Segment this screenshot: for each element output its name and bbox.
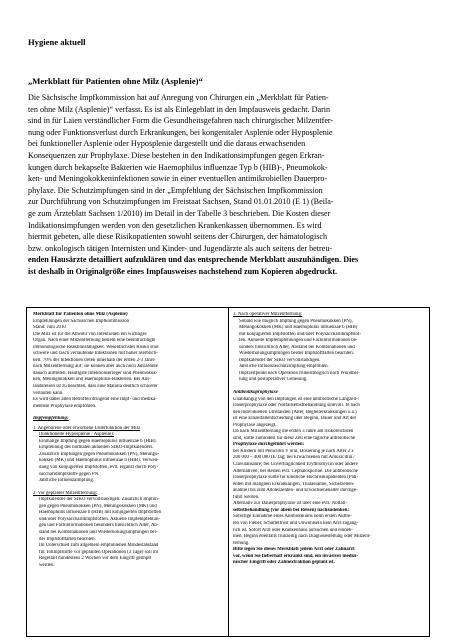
antibio-heading: Antibiotikaprophylaxe <box>233 390 279 396</box>
intro-line: Konsequenzen zur Prophylaxe. Diese bestehen in den Indikationsimpfungen gegen Erkran- <box>28 150 325 160</box>
leaflet-text-line: Prophylaxe angezeigt. <box>233 422 277 428</box>
leaflet-text-line: Wiederholungsimpfungen beider Impfstofftarten beachten. <box>239 351 354 357</box>
item1-heading: (funktionelle Hyposplenie / Asplenie): <box>39 432 115 438</box>
leaflet-text-line: Dauerprophylaxe sollte für kindliche Hochrisikopatienten (Pati- <box>233 475 359 481</box>
leaflet-text-line: Alternativen; bei Reisen evtl. Cephalosporine. Die antibiotische <box>233 468 358 474</box>
leaflet-text-line: Es wird daher allen Betroffen dringend eine Impf- und medika- <box>33 397 157 403</box>
item3-heading: 3. Nach operativer Milzentfernung: <box>233 312 303 317</box>
leaflet-text-line: Regelfall mindestens 2 Wochen vor dem Eingriff geimpft <box>39 556 152 562</box>
leaflet-text-line: nach Milzentfernung auf; sie können aber auch noch Jahrzehnte <box>33 364 158 370</box>
leaflet-text-line: Haemophilus influenzae b (HIB) mit konjugierten Impfstoffen <box>39 510 162 516</box>
leaflet-text-line: Im Unterschied zum allgemein empfohlenen Mindestabstand <box>39 543 159 549</box>
leaflet-text-line: keit. 70% der Infektionen treten innerhalb der ersten 2-3 Jahre <box>33 357 155 363</box>
closing-note-line: nischer Eingriff oder Zahnextraktion geplant ist. <box>233 560 335 566</box>
leaflet-text-line: Dauerprophylaxe oder Notfallselbstbehandlung sinnvoll. Je nach <box>233 403 360 409</box>
closing-note-line: vor, wenn Sie fieberhaft erkrankt sind, ein invasiver medizi- <box>233 553 358 559</box>
leaflet-text-line: Die Milz ist für die Abwehr von Infektionen ein wichtiges <box>33 331 147 337</box>
leaflet-text-line: mit konjugierten Impfstoffen und/oder Polysaccharidimpfstof- <box>239 331 362 337</box>
leaflet-text-line: dung von konjugierten Impfstoffen, evtl. ergänzt durch Poly- <box>39 465 159 471</box>
leaflet-text-line: saccharidimpfstoffe gegen PN. <box>39 471 100 477</box>
intro-line: phylaxe. Die Schutzimpfungen sind in der „Empfehlung der Sächsischen Impfkommission <box>28 185 323 195</box>
intro-line: sind in für Laien verständlicher Form die Gesundheitsgefahren nach chirurgischer Milzentfer- <box>28 116 334 126</box>
leaflet-right-column <box>233 312 423 567</box>
leaflet-text-line: anämie) bis zum Adoleszenten- und Erwachsenenalter durchge- <box>233 488 358 494</box>
leaflet-text-line: mentöse Prophylaxe empfohlen. <box>33 403 97 409</box>
leaflet-text-line: stand bei Kombinationen und Wiederholungsimpfungen bei- <box>39 529 158 535</box>
leaflet-subheading: Empfehlungen der Sächsischen Impfkommission <box>33 318 130 324</box>
leaflet-text-line: verlaufen kann. <box>33 390 64 396</box>
intro-line: ist deshalb in Originalgröße eines Impfausweises nachstehend zum Kopieren abgedruckt. <box>28 266 338 276</box>
leaflet-text-line: Impfkalender der SIKO vervollständigen. Zusätzlich Impfun- <box>39 497 160 503</box>
leaflet-text-line: selbstbehandlung (vor allem bei Reisen) nachzudenken: <box>233 507 350 513</box>
leaflet-text-line: enten mit malignen Erkrankungen, Thalassämie, Sichelzellen- <box>233 481 355 487</box>
leaflet-text-line: gen und Fachinformationen besonders hinsichtlich Alter, Ab- <box>39 523 159 529</box>
leaflet-text-line: ist eine Einzelfallentscheidung über Beginn, Dauer und Art der <box>233 416 357 422</box>
leaflet-heading: Merkblatt für Patienten ohne Milz (Asplenie) <box>33 312 128 317</box>
intro-line: Indikationsimpfungen werden von den gesetzlichen Krankenkassen übernommen. Es wird <box>28 220 322 230</box>
intro-line: zur Durchführung von Schutzimpfungen im Freistaat Sachsen, Stand 01.01.2010 (E 1) (Beila- <box>28 197 334 207</box>
leaflet-text-line: Impfkalender der SIKO vervollständigen. <box>239 357 321 363</box>
leaflet-text-line: Einmalige Impfung gegen Haemophilus influenzae b (HIB). <box>39 438 157 444</box>
leaflet-text-line: Clavulansäure; bei Unverträglichkeit Erythromycin oder andere <box>233 462 358 468</box>
leaflet-text-line: für Totimpfstoffe vor geplanten Operationen (3 Tage) soll im <box>39 549 159 555</box>
leaflet-subheading: Stand: Juni 2010 <box>33 325 66 331</box>
leaflet-text-line: sind, sollte zumindest für diese Zeit eine tägliche antibiotische <box>233 435 356 441</box>
leaflet-text-line: führt werden. <box>233 494 260 500</box>
leaflet-text-line: fen. Aktuelle Impfempfehlungen und Fachinformationen be- <box>239 338 358 344</box>
leaflet-text-line: lich ist. Sofort Arzt oder Krankenhaus aufsuchen und einneh- <box>233 527 353 533</box>
leaflet-text-line: immunologische Reaktionsfähigkeit. Wesentlichstes Risiko sind <box>33 344 159 350</box>
column-divider <box>228 308 229 636</box>
intro-line: ten ohne Milz (Asplenie)“ verfasst. Es ist als Einlegeblatt in den Impfausweis gedacht. Darin <box>28 104 331 114</box>
impf-heading: Impfempfehlung: <box>33 416 69 422</box>
leaflet-text-line: Alternativ zur Dauerprophylaxe ist über eine evtl. Notfall- <box>233 501 348 507</box>
leaflet-text-line: fernung. <box>233 540 250 546</box>
intro-line: bei funktioneller Asplenie oder Hyposplenie dargestellt und die daraus erwachsenden <box>28 139 306 149</box>
section-label: Hygiene aktuell <box>28 37 86 47</box>
leaflet-text-line: Empfehlung des normalen aktuellen SIKO-Impfkalenders. <box>39 445 154 451</box>
leaflet-box <box>26 307 430 637</box>
leaflet-text-line: ten von Fieber, Schüttelfrost und Unwohlsein kein Arzt zugäng- <box>233 520 359 526</box>
leaflet-text-line: Meningokokken (MK) und Haemophilus influenzae b (HIB) <box>239 325 358 331</box>
leaflet-text-line: kokken (MK) und Haemophilus influenzae b (HIB). Verwen- <box>39 458 159 464</box>
leaflet-text-line: Jährliche Influenzaschutzimpfung empfohlen. <box>239 364 329 370</box>
leaflet-text-line: sonders hinsichtlich Alter, Abstand bei Kombinationen und <box>239 344 355 350</box>
leaflet-text-line: Zusätzlich Impfungen gegen Pneumokokken (PN), Meningo- <box>39 451 160 457</box>
intro-line: ge zum Ärzteblatt Sachsen 1/2010) im Detail in der Tabelle 3 beschrieben. Die Kosten dieser <box>28 208 331 218</box>
leaflet-text-line: Impfzeitpunkt nach Operation frühestmöglich nach Wundhei- <box>239 370 360 376</box>
leaflet-text-line: den individuellen Umständen (Alter, Begleiterkrankungen u.a.) <box>233 409 357 415</box>
leaflet-text-line: Unabhängig von den Impfungen ist eine antibiotische Langzeit-/ <box>233 396 360 402</box>
leaflet-text-line: schwere und rasch verlaufende Infektionen mit hoher Sterblich- <box>33 351 158 357</box>
leaflet-text-line: ken, Meningokokken und Haemophilus-Bakterien. Bei Aus- <box>33 377 151 383</box>
intro-line: bzw. onkologisch tätigen Internisten und Kinder- und Jugendärzte als auch seitens der betreu- <box>28 243 333 253</box>
leaflet-text-line: bei Kindern mit Penicillin V oral, Dosierung je nach Alter 2 x <box>233 448 354 454</box>
leaflet-text-line: Sobald wie möglich Impfung gegen Pneumokokken (PN), <box>239 318 353 324</box>
intro-line: Die Sächsische Impfkommission hat auf Anregung von Chirurgen ein „Merkblatt für Patien- <box>28 93 329 102</box>
leaflet-text-line: lung und postoperativer Genesung. <box>239 377 308 383</box>
leaflet-text-line: werden. <box>39 562 55 568</box>
item1-heading: 1. Angeborene oder erworbene Unterfunktion der Milz <box>33 425 141 431</box>
leaflet-text-line: Organ. Nach einer Milzentfernung besteht eine beeinträchtigte <box>33 338 156 344</box>
intro-paragraph <box>28 92 424 278</box>
leaflet-text-line: men. Beginn ebenfalls frühzeitig nach Diagnosestellung oder Milzent- <box>233 534 371 540</box>
leaflet-text-line: landsreisen ist zu beachten, dass eine Malaria deutlich schwerer <box>33 384 158 390</box>
leaflet-text-line: Sofortige Einnahme eines Antibiotikums beim ersten Auftre- <box>233 514 352 520</box>
leaflet-text-line: Jährliche Influenzaimpfung. <box>39 478 95 484</box>
leaflet-text-line: und/oder Polysaccharidimpfstoffen. Aktuelle Impfempfehlun- <box>39 516 161 522</box>
leaflet-text-line: danach auftreten. Häufigste Infektionserreger sind Pneumokok- <box>33 370 158 376</box>
leaflet-text-line: Da nach Milzentfernung die ersten 3 Jahre am risikoreichsten <box>233 429 354 435</box>
leaflet-text-line: gen gegen Pneumokokken (PN), Meningokokken (MK) und <box>39 503 157 509</box>
article-title: „Merkblatt für Patienten ohne Milz (Asplenie)“ <box>28 76 203 86</box>
intro-line: ken- und Meningokokkeninfektionen sowie in einer eventuellen antimikrobiellen Dauerpro- <box>28 174 328 184</box>
item2-heading: 2. Vor geplanter Milzentfernung: <box>33 490 98 496</box>
intro-line: kungen durch bekapselte Bakterien wie Haemophilus influenzae Typ b (HIB)-, Pneumokok- <box>28 162 328 172</box>
leaflet-text-line: der Impfstofftarten beachten. <box>39 536 96 542</box>
closing-note-line: Bitte legen Sie dieses Merkblatt jedem Arzt oder Zahnarzt <box>233 547 355 553</box>
intro-line: enden Hausärzte detailliert aufzuklären und das entsprechende Merkblatt auszuhändigen. Dies <box>28 255 359 265</box>
leaflet-left-column <box>33 312 223 569</box>
leaflet-text-line: 200 000 – 400 000 IE/Tag; bei Erwachsenen mit Amoxicillin / <box>233 455 355 461</box>
leaflet-text-line: Prophylaxe durchgeführt werden: <box>233 442 305 448</box>
intro-line: hiermit gebeten, alle diese Risikopatienten sowohl seitens der Chirurgen, der hämatologisch <box>28 232 328 242</box>
intro-line: nung oder Funktionsverlust durch Erkrankungen, bei kongenitaler Asplenie oder Hyposplenie <box>28 127 333 137</box>
